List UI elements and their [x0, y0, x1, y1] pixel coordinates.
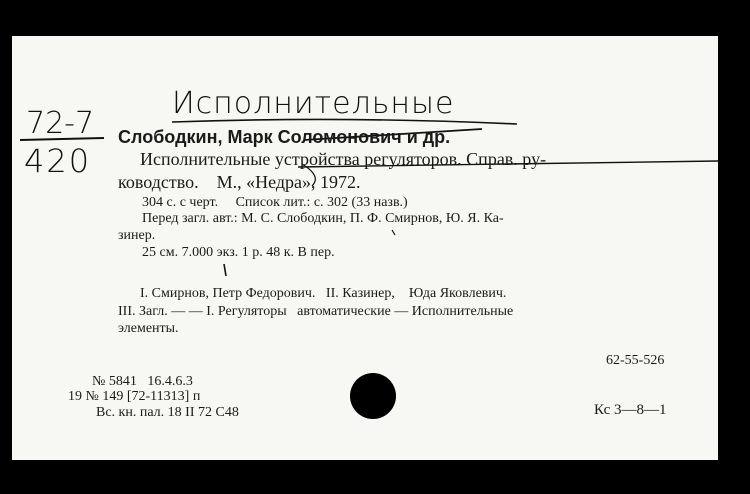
tracings-line-3: элементы. — [118, 321, 179, 336]
card-code: Кс 3—8—1 — [594, 402, 667, 418]
call-number-bottom: 420 — [24, 142, 92, 180]
physical-description: 304 с. с черт. Список лит.: с. 302 (33 назв.) — [142, 195, 408, 210]
order-line-3: Вс. кн. пал. 18 II 72 C48 — [96, 405, 239, 420]
authors-note-line-2: зинер. — [118, 228, 156, 243]
handwritten-title: Исполнительные — [172, 86, 455, 121]
title-line-2: ководство. М., «Недра», 1972. — [118, 172, 361, 192]
author-line: Слободкин, Марк Соломонович и др. — [118, 127, 451, 147]
call-number-top: 72-7 — [26, 106, 95, 141]
authors-note-line-1: Перед загл. авт.: М. С. Слободкин, П. Ф. Смирнов, Ю. Я. Ка- — [142, 211, 504, 226]
order-line-2: 19 № 149 [72-11313] п — [68, 389, 201, 404]
punch-hole — [350, 373, 396, 419]
edition-line: 25 см. 7.000 экз. 1 р. 48 к. В пер. — [142, 245, 335, 260]
title-line-1: Исполнительные устройства регуляторов. Справ. ру- — [140, 149, 547, 169]
classification-number: 62-55-526 — [606, 353, 665, 368]
tracings-line-1: I. Смирнов, Петр Федорович. II. Казинер, Юда Яковлевич. — [140, 286, 507, 301]
tracings-line-2: III. Загл. — — I. Регуляторы автоматические — Исполнительные — [118, 304, 514, 319]
order-line-1: № 5841 16.4.6.3 — [92, 374, 193, 389]
